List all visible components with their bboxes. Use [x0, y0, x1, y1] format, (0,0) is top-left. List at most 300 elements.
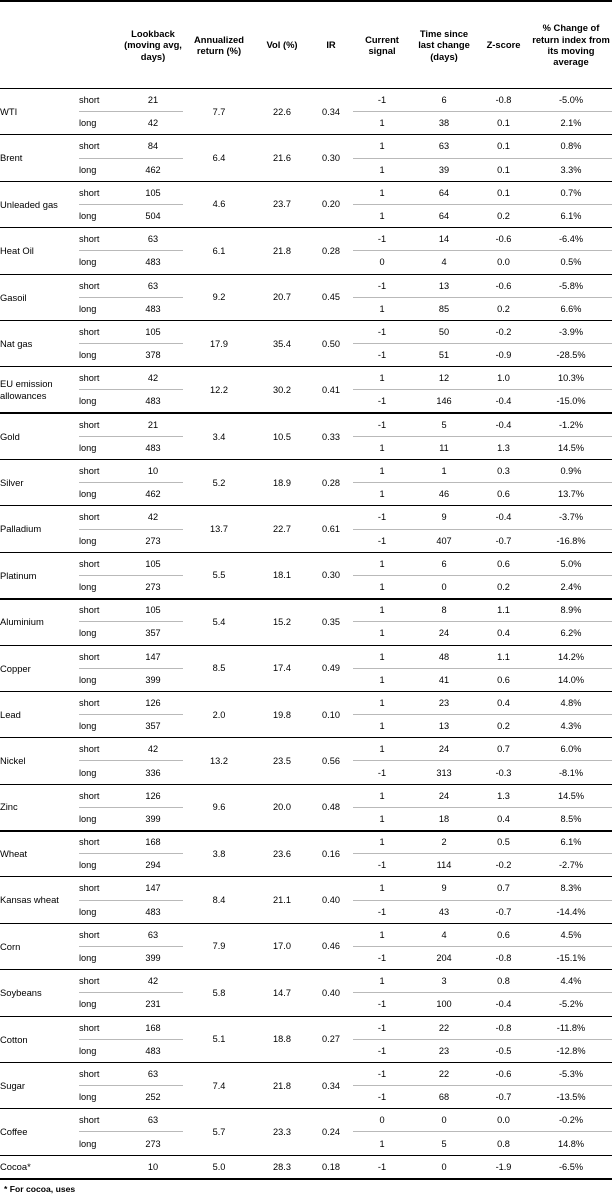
cell-annualized-return: 12.2 [183, 367, 255, 413]
cell-time-since-short: 9 [411, 877, 477, 900]
row-instrument-name: WTI [0, 89, 79, 135]
row-term-short: short [79, 877, 123, 900]
cell-zscore-short: 0.7 [477, 738, 530, 761]
cell-zscore-long: -0.7 [477, 529, 530, 552]
table-body [0, 89, 612, 1179]
cell-time-since-long: 204 [411, 946, 477, 969]
cell-ir: 0.16 [309, 831, 353, 877]
table-row [0, 135, 612, 158]
row-term-short: short [79, 506, 123, 529]
row-term-long: long [79, 1086, 123, 1109]
table-row [0, 923, 612, 946]
cell-ir: 0.48 [309, 784, 353, 830]
cell-ir: 0.40 [309, 877, 353, 923]
cell-lookback-short: 147 [123, 645, 183, 668]
cell-zscore-long: 0.1 [477, 112, 530, 135]
cell-vol: 30.2 [255, 367, 309, 413]
cell-lookback-short: 42 [123, 970, 183, 993]
table-row [0, 89, 612, 112]
cell-annualized-return: 8.4 [183, 877, 255, 923]
row-instrument-name: EU emission allowances [0, 367, 79, 413]
cell-time-since-long: 100 [411, 993, 477, 1016]
cell-zscore-long: 0.1 [477, 158, 530, 181]
cell-time-since-short: 64 [411, 181, 477, 204]
cell-zscore-short: -0.4 [477, 413, 530, 436]
cell-change-long: 6.6% [530, 297, 612, 320]
cell-annualized-return: 5.8 [183, 970, 255, 1016]
cell-annualized-return: 5.2 [183, 460, 255, 506]
table-row [0, 274, 612, 297]
cell-change-short: 4.8% [530, 691, 612, 714]
cell-lookback-short: 105 [123, 181, 183, 204]
cell-signal-short: -1 [353, 1016, 411, 1039]
header-lookback: Lookback (moving avg, days) [123, 1, 183, 89]
cell-change-long: -14.4% [530, 900, 612, 923]
cell-time-since-long: 146 [411, 390, 477, 413]
cell-change-short: 4.4% [530, 970, 612, 993]
cell-annualized-return: 5.7 [183, 1109, 255, 1155]
cell-zscore-short: 0.6 [477, 923, 530, 946]
cell-change-long: 8.5% [530, 807, 612, 830]
cell-annualized-return: 5.4 [183, 599, 255, 645]
cell-change-long: 3.3% [530, 158, 612, 181]
cell-zscore-short: -0.6 [477, 274, 530, 297]
cell-lookback-long: 483 [123, 1039, 183, 1062]
cell-ir: 0.56 [309, 738, 353, 784]
cell-vol: 18.9 [255, 460, 309, 506]
cell-change-short: -5.0% [530, 89, 612, 112]
cell-lookback: 10 [123, 1155, 183, 1178]
cell-signal-short: 1 [353, 645, 411, 668]
cell-lookback-long: 357 [123, 622, 183, 645]
cell-change-short: 14.2% [530, 645, 612, 668]
cell-lookback-long: 336 [123, 761, 183, 784]
table-row [0, 413, 612, 436]
cell-annualized-return: 7.7 [183, 89, 255, 135]
cell-time-since-long: 64 [411, 204, 477, 227]
cell-time-since-long: 24 [411, 622, 477, 645]
cell-vol: 18.1 [255, 552, 309, 598]
cell-lookback-short: 63 [123, 1062, 183, 1085]
cell-annualized-return: 13.7 [183, 506, 255, 552]
cell-zscore-long: -0.4 [477, 993, 530, 1016]
cell-change-long: 6.1% [530, 204, 612, 227]
table-row [0, 738, 612, 761]
cell-zscore-long: 0.6 [477, 668, 530, 691]
cell-ir: 0.49 [309, 645, 353, 691]
cell-lookback-short: 84 [123, 135, 183, 158]
cell-vol: 21.8 [255, 228, 309, 274]
cell-lookback-long: 399 [123, 807, 183, 830]
cell-signal-short: -1 [353, 320, 411, 343]
row-term-short: short [79, 460, 123, 483]
row-term-short: short [79, 599, 123, 622]
cell-signal-long: 1 [353, 436, 411, 459]
cell-zscore-long: -0.9 [477, 344, 530, 367]
row-instrument-name: Sugar [0, 1062, 79, 1108]
header-vol: Vol (%) [255, 1, 309, 89]
cell-signal-short: 1 [353, 367, 411, 390]
cell-time-since-short: 1 [411, 460, 477, 483]
cell-lookback-short: 10 [123, 460, 183, 483]
cell-vol: 23.5 [255, 738, 309, 784]
cell-signal-short: -1 [353, 274, 411, 297]
table-row [0, 970, 612, 993]
cell-lookback-short: 147 [123, 877, 183, 900]
cell-change-long: -15.1% [530, 946, 612, 969]
cell-signal-long: -1 [353, 1039, 411, 1062]
cell-lookback-long: 483 [123, 251, 183, 274]
cell-lookback-short: 42 [123, 367, 183, 390]
table-row [0, 1062, 612, 1085]
cell-signal-long: -1 [353, 390, 411, 413]
cell-change-long: 0.5% [530, 251, 612, 274]
cell-vol: 10.5 [255, 413, 309, 459]
row-term-short: short [79, 645, 123, 668]
cell-zscore-long: 0.4 [477, 807, 530, 830]
row-instrument-name: Soybeans [0, 970, 79, 1016]
cell-change-short: -3.7% [530, 506, 612, 529]
row-term-short: short [79, 228, 123, 251]
cell-vol: 15.2 [255, 599, 309, 645]
row-term-long: long [79, 668, 123, 691]
cell-lookback-short: 126 [123, 691, 183, 714]
cell-signal-short: 1 [353, 877, 411, 900]
cell-annualized-return: 7.4 [183, 1062, 255, 1108]
row-term-long: long [79, 993, 123, 1016]
cell-time-since-long: 11 [411, 436, 477, 459]
row-term-short: short [79, 552, 123, 575]
row-instrument-name: Gold [0, 413, 79, 459]
cell-time-since-short: 50 [411, 320, 477, 343]
cell-ir: 0.24 [309, 1109, 353, 1155]
cell-vol: 22.6 [255, 89, 309, 135]
cell-time-since-long: 4 [411, 251, 477, 274]
table-row [0, 320, 612, 343]
cell-time-since-long: 51 [411, 344, 477, 367]
cell-vol: 23.7 [255, 181, 309, 227]
row-term-long: long [79, 854, 123, 877]
cell-zscore-short: 0.3 [477, 460, 530, 483]
cell-signal-short: 1 [353, 784, 411, 807]
cell-time-since-short: 23 [411, 691, 477, 714]
cell-lookback-short: 105 [123, 320, 183, 343]
table-row [0, 599, 612, 622]
cell-time-since-long: 114 [411, 854, 477, 877]
cell-ir: 0.40 [309, 970, 353, 1016]
cell-time-since-short: 14 [411, 228, 477, 251]
cell-signal-short: 1 [353, 831, 411, 854]
cell-ir: 0.41 [309, 367, 353, 413]
table-row [0, 228, 612, 251]
cell-signal-long: -1 [353, 1086, 411, 1109]
cell-ir: 0.34 [309, 89, 353, 135]
row-term-short: short [79, 691, 123, 714]
cell-lookback-short: 63 [123, 1109, 183, 1132]
cell-change-short: 10.3% [530, 367, 612, 390]
cell-zscore-long: -0.3 [477, 761, 530, 784]
cell-time-since-short: 12 [411, 367, 477, 390]
cell-lookback-long: 294 [123, 854, 183, 877]
cell-zscore-short: 1.1 [477, 599, 530, 622]
cell-change-long: -5.2% [530, 993, 612, 1016]
cell-signal-long: -1 [353, 946, 411, 969]
cell-zscore-short: -0.8 [477, 1016, 530, 1039]
cell-lookback-long: 378 [123, 344, 183, 367]
header-pct-change: % Change of return index from its moving average [530, 1, 612, 89]
row-term-short: short [79, 413, 123, 436]
cell-signal-long: 1 [353, 297, 411, 320]
cell-lookback-short: 21 [123, 413, 183, 436]
cell-change-long: 6.2% [530, 622, 612, 645]
cell-signal-short: 1 [353, 923, 411, 946]
row-instrument-name: Copper [0, 645, 79, 691]
cell-signal-long: -1 [353, 854, 411, 877]
row-term-short: short [79, 274, 123, 297]
table-row [0, 181, 612, 204]
cell-change-short: 8.3% [530, 877, 612, 900]
cell-time-since-long: 38 [411, 112, 477, 135]
row-term-short: short [79, 831, 123, 854]
cell-change: -6.5% [530, 1155, 612, 1178]
cell-signal-short: 1 [353, 599, 411, 622]
row-term-long: long [79, 761, 123, 784]
cell-signal-long: 1 [353, 807, 411, 830]
cell-lookback-long: 231 [123, 993, 183, 1016]
table-row [0, 552, 612, 575]
cell-vol: 20.7 [255, 274, 309, 320]
row-term-short: short [79, 135, 123, 158]
cell-time-since: 0 [411, 1155, 477, 1178]
cell-lookback-long: 399 [123, 668, 183, 691]
cell-change-long: -8.1% [530, 761, 612, 784]
row-term-long: long [79, 529, 123, 552]
cell-ir: 0.18 [309, 1155, 353, 1178]
cell-change-short: -5.8% [530, 274, 612, 297]
row-term-short: short [79, 320, 123, 343]
row-term-long: long [79, 1132, 123, 1155]
cell-lookback-long: 252 [123, 1086, 183, 1109]
cell-lookback-long: 483 [123, 436, 183, 459]
cell-zscore-short: -0.4 [477, 506, 530, 529]
cell-time-since-short: 13 [411, 274, 477, 297]
cell-signal-long: 1 [353, 112, 411, 135]
cell-signal: -1 [353, 1155, 411, 1178]
cell-signal-long: -1 [353, 344, 411, 367]
row-instrument-name: Nat gas [0, 320, 79, 366]
cell-change-long: -13.5% [530, 1086, 612, 1109]
cell-time-since-long: 5 [411, 1132, 477, 1155]
row-instrument-name: Kansas wheat [0, 877, 79, 923]
cell-ir: 0.61 [309, 506, 353, 552]
row-term-short: short [79, 1109, 123, 1132]
cell-signal-short: -1 [353, 1062, 411, 1085]
cell-annualized-return: 17.9 [183, 320, 255, 366]
footnote-text: * For cocoa, uses [4, 1183, 76, 1194]
cell-signal-long: 1 [353, 204, 411, 227]
row-instrument-name: Cocoa* [0, 1155, 79, 1178]
cell-time-since-short: 9 [411, 506, 477, 529]
cell-vol: 23.3 [255, 1109, 309, 1155]
cell-zscore-short: -0.6 [477, 1062, 530, 1085]
header-zscore: Z-score [477, 1, 530, 89]
row-term-long: long [79, 251, 123, 274]
table-row [0, 1155, 612, 1178]
cell-time-since-long: 39 [411, 158, 477, 181]
row-term-long: long [79, 483, 123, 506]
row-instrument-name: Gasoil [0, 274, 79, 320]
cell-lookback-long: 462 [123, 158, 183, 181]
row-instrument-name: Platinum [0, 552, 79, 598]
row-term-short: short [79, 784, 123, 807]
cell-vol: 35.4 [255, 320, 309, 366]
cell-change-short: 8.9% [530, 599, 612, 622]
cell-vol: 17.4 [255, 645, 309, 691]
cell-annualized-return: 7.9 [183, 923, 255, 969]
cell-lookback-short: 63 [123, 228, 183, 251]
cell-vol: 28.3 [255, 1155, 309, 1178]
cell-lookback-short: 126 [123, 784, 183, 807]
cell-lookback-short: 21 [123, 89, 183, 112]
cell-time-since-short: 22 [411, 1016, 477, 1039]
header-term [79, 1, 123, 89]
cell-time-since-short: 22 [411, 1062, 477, 1085]
cell-signal-short: 1 [353, 460, 411, 483]
cell-change-long: -28.5% [530, 344, 612, 367]
cell-zscore-short: 1.1 [477, 645, 530, 668]
table-row [0, 1016, 612, 1039]
cell-annualized-return: 8.5 [183, 645, 255, 691]
cell-ir: 0.50 [309, 320, 353, 366]
cell-annualized-return: 13.2 [183, 738, 255, 784]
row-term-long: long [79, 575, 123, 598]
cell-vol: 21.1 [255, 877, 309, 923]
row-term-long: long [79, 946, 123, 969]
row-term-long: long [79, 344, 123, 367]
cell-ir: 0.35 [309, 599, 353, 645]
cell-lookback-long: 462 [123, 483, 183, 506]
cell-zscore-long: 0.2 [477, 204, 530, 227]
cell-zscore-long: 0.2 [477, 575, 530, 598]
cell-change-long: 4.3% [530, 715, 612, 738]
cell-signal-long: -1 [353, 900, 411, 923]
table-row [0, 691, 612, 714]
cell-lookback-long: 273 [123, 575, 183, 598]
cell-change-long: 2.1% [530, 112, 612, 135]
cell-lookback-short: 168 [123, 1016, 183, 1039]
cell-signal-short: 1 [353, 181, 411, 204]
cell-ir: 0.27 [309, 1016, 353, 1062]
cell-zscore-long: -0.4 [477, 390, 530, 413]
cell-lookback-long: 357 [123, 715, 183, 738]
cell-annualized-return: 3.4 [183, 413, 255, 459]
cell-signal-long: 1 [353, 715, 411, 738]
cell-time-since-short: 24 [411, 738, 477, 761]
row-term-long: long [79, 112, 123, 135]
cell-change-short: 0.8% [530, 135, 612, 158]
cell-zscore-long: -0.8 [477, 946, 530, 969]
cell-change-short: 6.1% [530, 831, 612, 854]
cell-change-short: 5.0% [530, 552, 612, 575]
cell-change-long: 14.0% [530, 668, 612, 691]
cell-vol: 19.8 [255, 691, 309, 737]
table-row [0, 784, 612, 807]
row-term-short: short [79, 738, 123, 761]
cell-lookback-short: 42 [123, 738, 183, 761]
cell-zscore-short: 0.0 [477, 1109, 530, 1132]
cell-annualized-return: 4.6 [183, 181, 255, 227]
table-row [0, 645, 612, 668]
cell-change-short: -0.2% [530, 1109, 612, 1132]
cell-signal-short: -1 [353, 413, 411, 436]
row-term-long: long [79, 390, 123, 413]
row-term-short: short [79, 970, 123, 993]
row-instrument-name: Wheat [0, 831, 79, 877]
cell-signal-short: 1 [353, 970, 411, 993]
row-term-short: short [79, 367, 123, 390]
row-instrument-name: Palladium [0, 506, 79, 552]
cell-lookback-short: 168 [123, 831, 183, 854]
cell-change-short: 0.7% [530, 181, 612, 204]
cell-signal-long: 1 [353, 622, 411, 645]
cell-vol: 21.8 [255, 1062, 309, 1108]
cell-signal-short: 1 [353, 135, 411, 158]
cell-change-short: -11.8% [530, 1016, 612, 1039]
cell-signal-long: -1 [353, 529, 411, 552]
cell-time-since-short: 4 [411, 923, 477, 946]
row-instrument-name: Zinc [0, 784, 79, 830]
cell-time-since-long: 46 [411, 483, 477, 506]
cell-change-short: -3.9% [530, 320, 612, 343]
cell-annualized-return: 5.1 [183, 1016, 255, 1062]
row-instrument-name: Cotton [0, 1016, 79, 1062]
cell-annualized-return: 6.1 [183, 228, 255, 274]
cell-signal-short: -1 [353, 89, 411, 112]
cell-signal-short: 1 [353, 691, 411, 714]
cell-time-since-short: 24 [411, 784, 477, 807]
cell-zscore-long: 0.8 [477, 1132, 530, 1155]
cell-zscore-short: 0.1 [477, 181, 530, 204]
cell-vol: 18.8 [255, 1016, 309, 1062]
cell-change-long: -2.7% [530, 854, 612, 877]
cell-signal-short: -1 [353, 506, 411, 529]
row-term-short: short [79, 923, 123, 946]
row-term-short: short [79, 89, 123, 112]
cell-lookback-short: 105 [123, 599, 183, 622]
cell-time-since-long: 43 [411, 900, 477, 923]
cell-annualized-return: 9.6 [183, 784, 255, 830]
cell-lookback-long: 483 [123, 297, 183, 320]
cell-zscore-short: 0.5 [477, 831, 530, 854]
table-row [0, 831, 612, 854]
cell-change-long: -15.0% [530, 390, 612, 413]
cell-zscore-long: -0.5 [477, 1039, 530, 1062]
cell-change-long: 14.8% [530, 1132, 612, 1155]
cell-annualized-return: 2.0 [183, 691, 255, 737]
cell-zscore-short: -0.6 [477, 228, 530, 251]
row-term-long: long [79, 204, 123, 227]
header-name [0, 1, 79, 89]
cell-time-since-short: 48 [411, 645, 477, 668]
cell-ir: 0.10 [309, 691, 353, 737]
row-term-long: long [79, 158, 123, 181]
cell-time-since-long: 68 [411, 1086, 477, 1109]
cell-lookback-long: 483 [123, 390, 183, 413]
row-instrument-name: Coffee [0, 1109, 79, 1155]
cell-ir: 0.46 [309, 923, 353, 969]
cell-zscore-short: 1.0 [477, 367, 530, 390]
cell-signal-short: 1 [353, 552, 411, 575]
